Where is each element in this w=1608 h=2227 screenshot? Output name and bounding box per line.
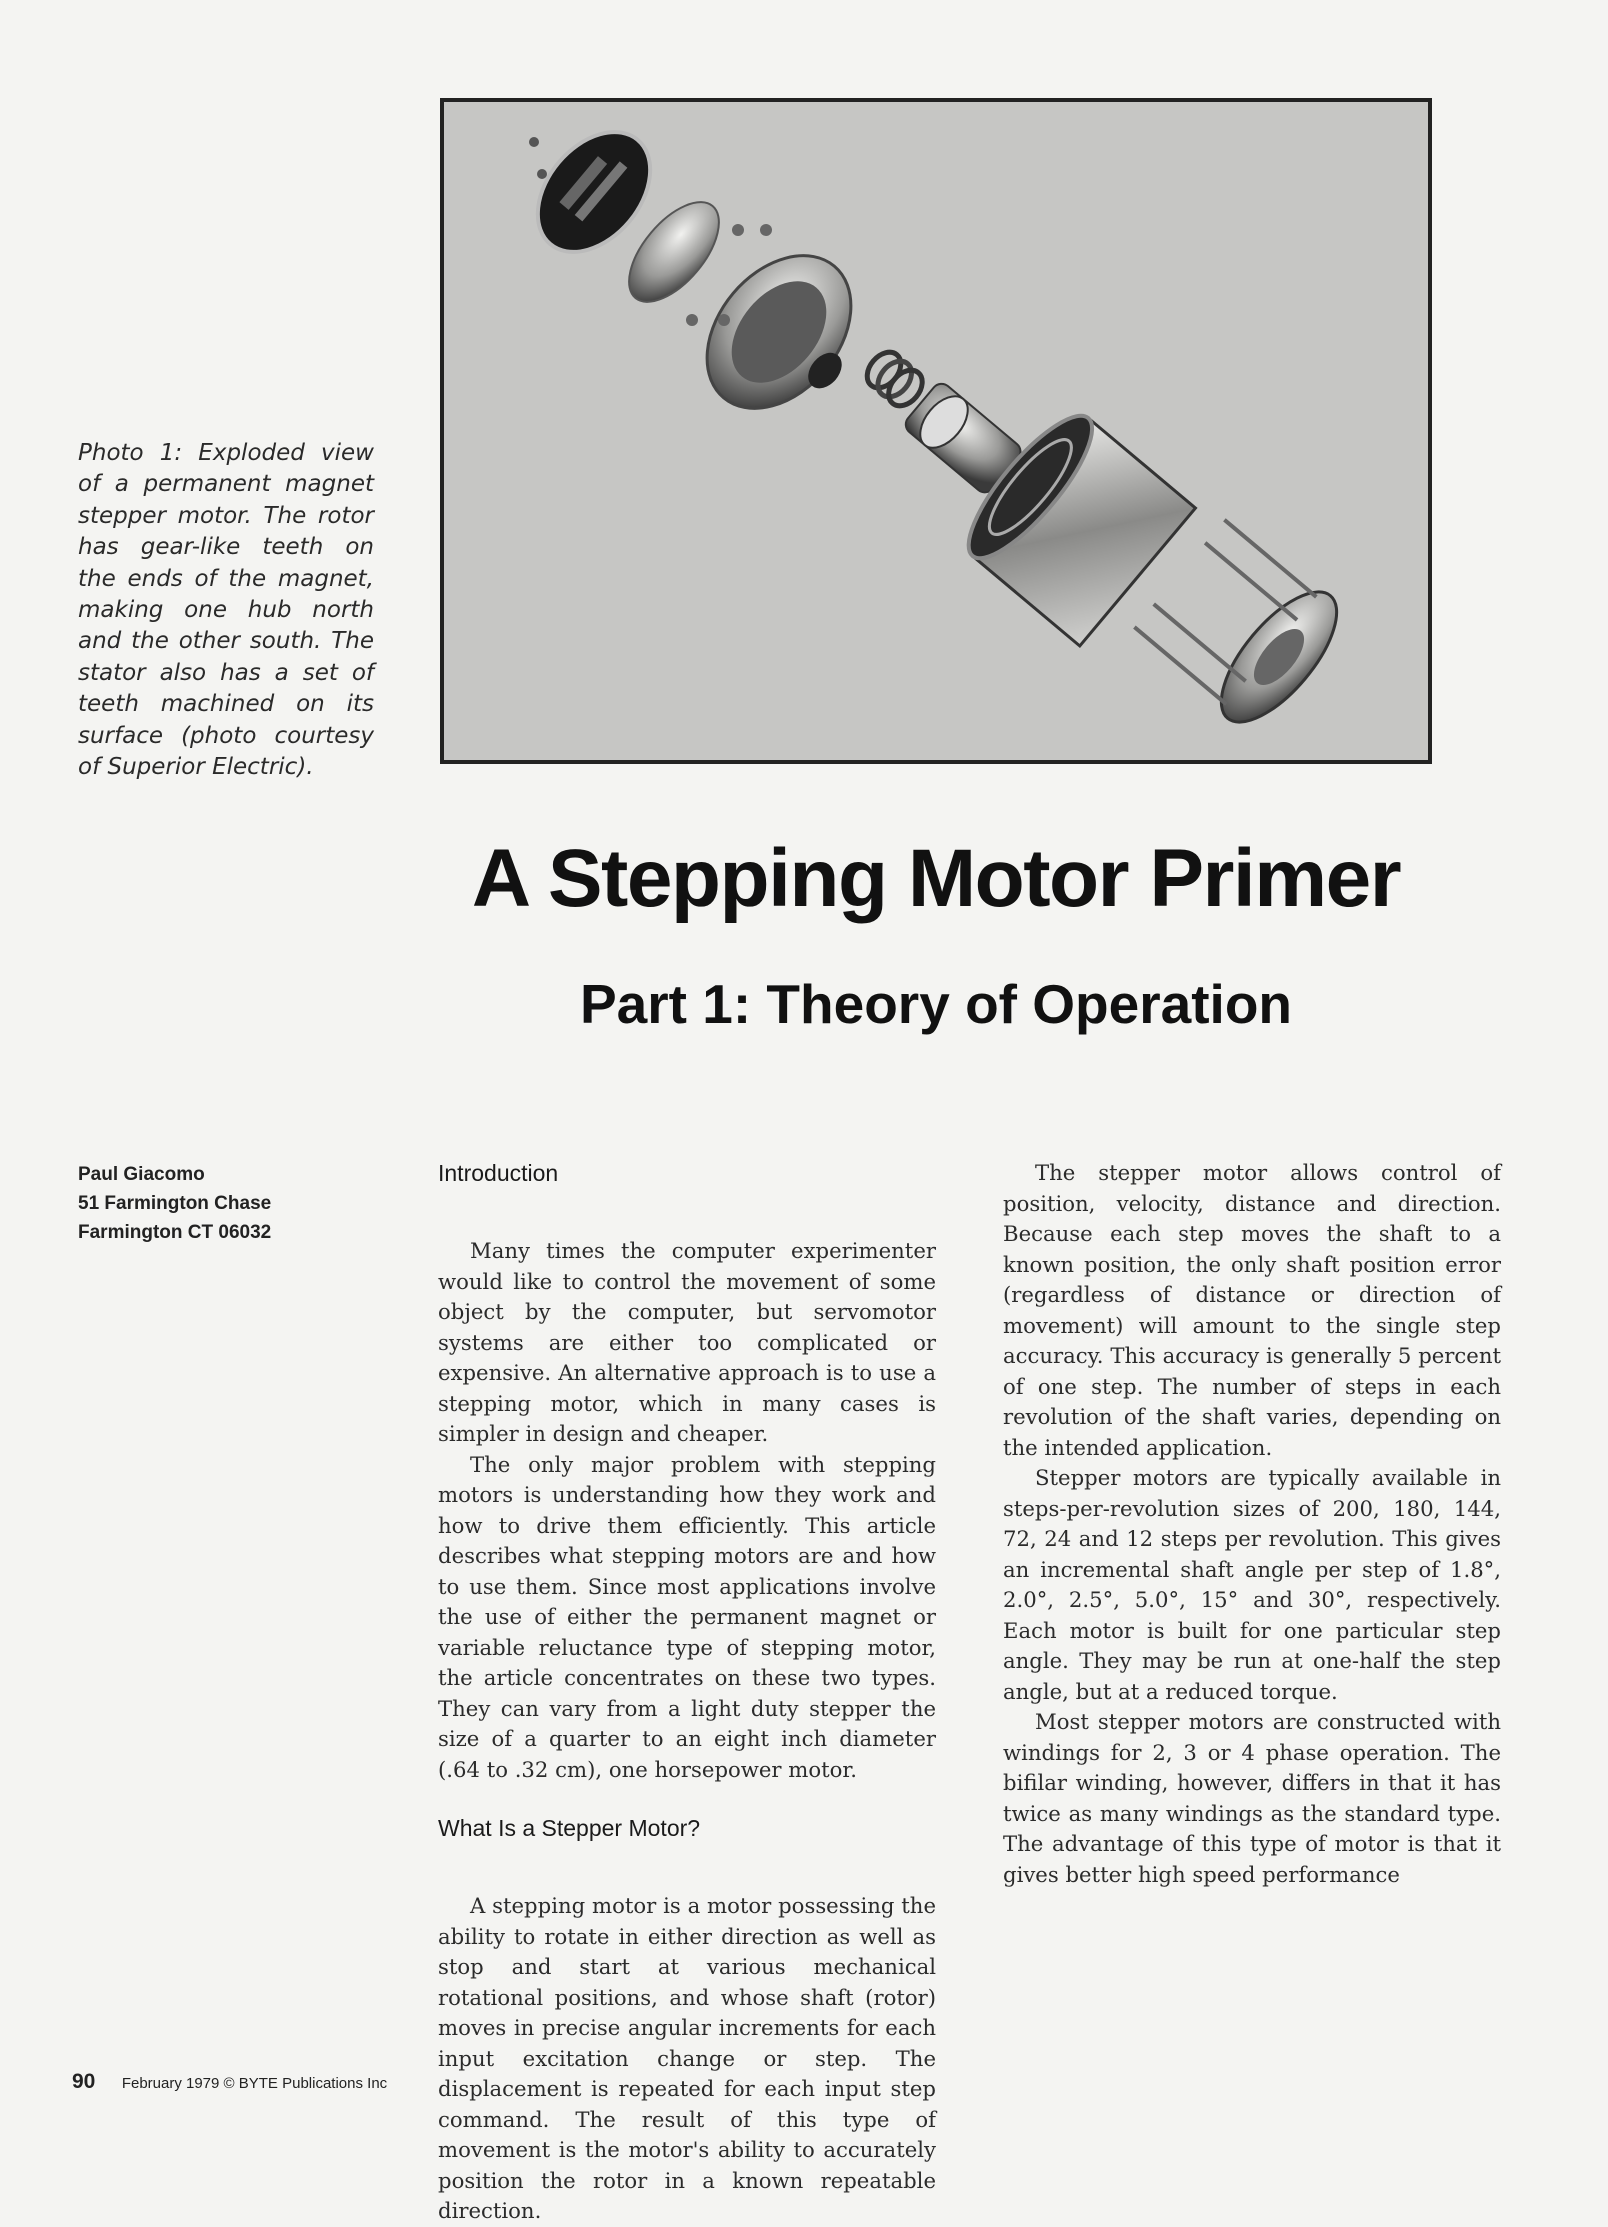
paragraph: A stepping motor is a motor possessing the ability to rotate in either direction as well as stop and start at various mechanical rotational positions, and whose shaft (rotor) moves in precise angular increments for each input excitation change or step. The displacement is repeated for each input step command. The result of this type of movement is the motor's ability to accurately position the rotor in a known repeatable direction. <box>438 1893 936 2223</box>
page-footer <box>72 2070 387 2094</box>
paragraph: Many times the computer experimenter would like to control the movement of some object by the computer, but servomotor systems are either too complicated or expensive. An alternative approach is to use a stepping motor, which in many cases is simpler in design and cheaper. <box>438 1238 936 1446</box>
author-name: Paul Giacomo <box>78 1164 205 1185</box>
article-subtitle: Part 1: Theory of Operation <box>579 973 1293 1035</box>
body-column-1 <box>438 1158 936 2227</box>
page-number: 90 <box>72 2070 96 2093</box>
author-block <box>78 1160 358 1247</box>
footer-credit: February 1979 © BYTE Publications Inc <box>121 2075 388 2092</box>
paragraph: The only major problem with stepping motors is understanding how they work and how to drive them efficiently. This article describes what stepping motors are and how to use them. Since most applications involve the use of either the permanent magnet or variable reluctance type of stepping motor, the article concentrates on these two types. They can vary from a light duty stepper the size of a quarter to an eight inch diameter (.64 to .32 cm), one horsepower motor. <box>438 1451 936 1782</box>
author-street: 51 Farmington Chase <box>78 1193 272 1214</box>
paragraph: Stepper motors are typically available in steps-per-revolution sizes of 200, 180, 144, 72, 24 and 12 steps per revolution. This gives an incremental shaft angle per step of 1.8°, 2.0°, 2.5°, 5.0°, 15° and 30°, respectively. Each motor is built for one particular step angle. They may be run at one-half the step angle, but at a reduced torque. <box>1003 1465 1501 1704</box>
paragraph: The stepper motor allows control of position, velocity, distance and direction. Because each step moves the shaft to a known position, the only shaft position error (regardless of distance or direction of movement) will amount to the single step accuracy. This accuracy is generally 5 percent of one step. The number of steps in each revolution of the shaft varies, depending on the intended application. <box>1003 1160 1501 1460</box>
exploded-motor-illustration <box>444 102 1428 760</box>
article-title: A Stepping Motor Primer <box>471 833 1401 924</box>
motor-photo <box>440 98 1432 764</box>
section-heading-introduction: Introduction <box>438 1160 559 1186</box>
author-city: Farmington CT 06032 <box>78 1222 272 1243</box>
photo-caption: Photo 1: Exploded view of a permanent magnet stepper motor. The rotor has gear-like teeth on the ends of the magnet, making one hub north and the other south. The stator also has a set of teeth machined on its surface (photo courtesy of Superior Electric). <box>78 440 374 781</box>
paragraph: Most stepper motors are constructed with windings for 2, 3 or 4 phase operation. The bifilar winding, however, differs in that it has twice as many windings as the standard type. The advantage of this type of motor is that it gives better high speed performance <box>1003 1709 1501 1887</box>
section-heading-what-is: What Is a Stepper Motor? <box>438 1815 701 1841</box>
body-column-2 <box>1003 1158 1501 1890</box>
